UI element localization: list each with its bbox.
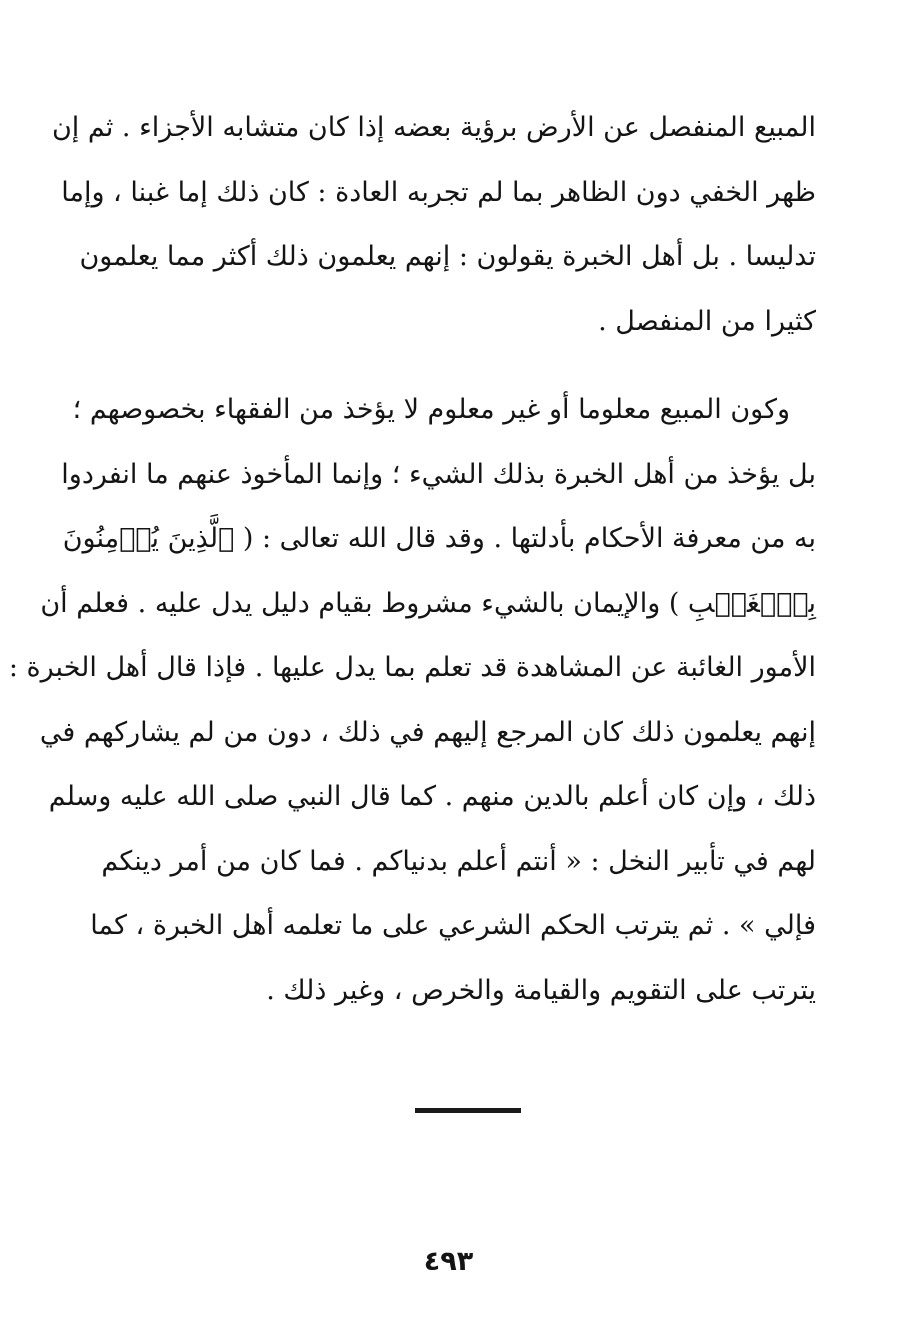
text-line: فإلي » . ثم يترتب الحكم الشرعي على ما تعلمه أهل الخبرة ، كما — [90, 910, 816, 941]
text-line: بل يؤخذ من أهل الخبرة بذلك الشيء ؛ وإنما المأخوذ عنهم ما انفردوا — [61, 458, 816, 490]
section-divider — [415, 1108, 521, 1113]
paragraph-1 — [51, 96, 816, 354]
text-line: تدليسا . بل أهل الخبرة يقولون : إنهم يعلمون ذلك أكثر مما يعلمون — [79, 241, 816, 272]
text-line: كثيرا من المنفصل . — [598, 305, 816, 337]
paragraph-2 — [8, 378, 816, 1023]
text-line: ظهر الخفي دون الظاهر بما لم تجربه العادة : كان ذلك إما غبنا ، وإما — [61, 176, 816, 208]
text-line: لهم في تأبير النخل : « أنتم أعلم بدنياكم . فما كان من أمر دينكم — [101, 845, 816, 877]
text-line: به من معرفة الأحكام بأدلتها . وقد قال الله تعالى : ( ٱلَّذِينَ يُؤۡمِنُونَ — [62, 523, 816, 554]
text-line: ذلك ، وإن كان أعلم بالدين منهم . كما قال النبي صلى الله عليه وسلم — [48, 781, 816, 812]
text-line: المبيع المنفصل عن الأرض برؤية بعضه إذا كان متشابه الأجزاء . ثم إن — [51, 112, 816, 143]
text-line: يترتب على التقويم والقيامة والخرص ، وغير ذلك . — [266, 974, 816, 1006]
text-line: بِٱلۡغَيۡبِ ) والإيمان بالشيء مشروط بقيام دليل يدل عليه . فعلم أن — [40, 587, 816, 619]
text-line: الأمور الغائبة عن المشاهدة قد تعلم بما يدل عليها . فإذا قال أهل الخبرة : — [8, 652, 816, 683]
text-line: وكون المبيع معلوما أو غير معلوم لا يؤخذ من الفقهاء بخصوصهم ؛ — [72, 394, 790, 425]
page-number: ٤٩٣ — [423, 1246, 474, 1277]
text-line: إنهم يعلمون ذلك كان المرجع إليهم في ذلك ، دون من لم يشاركهم في — [39, 716, 816, 748]
